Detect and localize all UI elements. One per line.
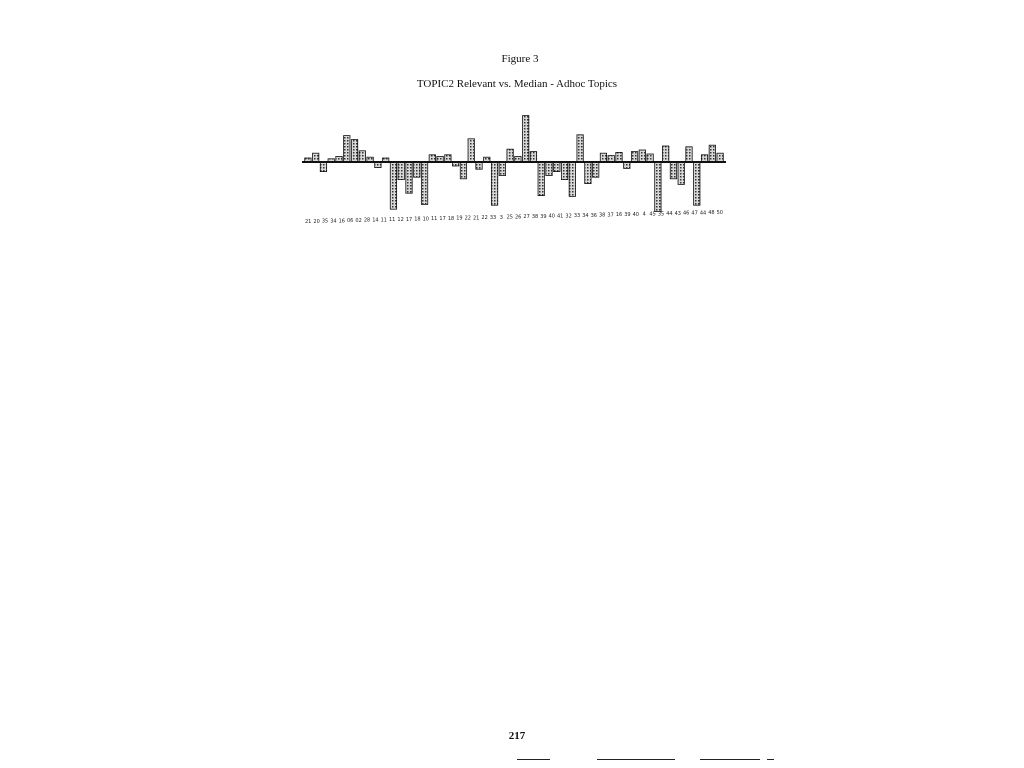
bar bbox=[569, 162, 575, 196]
bar bbox=[491, 162, 497, 205]
x-tick-label: 48 bbox=[708, 210, 715, 217]
bar bbox=[476, 162, 482, 169]
x-tick-label: 18 bbox=[414, 216, 421, 223]
x-tick-label: 17 bbox=[405, 216, 413, 223]
x-tick-label: 26 bbox=[515, 214, 522, 221]
bar bbox=[429, 155, 435, 162]
bar bbox=[647, 154, 653, 162]
bar bbox=[701, 155, 707, 162]
x-tick-label: 21 bbox=[473, 215, 480, 222]
bar bbox=[530, 152, 536, 162]
bar bbox=[312, 153, 318, 162]
bar bbox=[600, 153, 606, 162]
bar bbox=[421, 162, 427, 204]
footer-rule bbox=[700, 759, 760, 760]
bar bbox=[554, 162, 560, 172]
x-tick-label: 11 bbox=[431, 216, 438, 223]
bar bbox=[460, 162, 466, 179]
x-tick-label: 02 bbox=[355, 217, 362, 224]
x-tick-label: 50 bbox=[716, 210, 723, 216]
bar bbox=[406, 162, 412, 193]
bar-chart bbox=[290, 110, 740, 235]
bar bbox=[585, 162, 591, 184]
figure-label: Figure 3 bbox=[501, 53, 539, 65]
x-tick-label: 43 bbox=[674, 210, 681, 217]
x-tick-label: 38 bbox=[531, 214, 539, 221]
bar bbox=[655, 162, 661, 212]
x-tick-label: 33 bbox=[489, 214, 497, 221]
x-tick-label: 18 bbox=[447, 215, 455, 222]
bar bbox=[561, 162, 567, 180]
x-tick-label: 11 bbox=[389, 217, 396, 224]
x-tick-label: 25 bbox=[506, 214, 513, 221]
x-tick-label: 4 bbox=[642, 211, 646, 218]
x-tick-label: 16 bbox=[615, 212, 623, 219]
x-tick-label: 14 bbox=[372, 217, 379, 224]
bar bbox=[694, 162, 700, 205]
bar bbox=[522, 116, 528, 162]
x-tick-label: 45 bbox=[649, 211, 656, 218]
x-tick-label: 40 bbox=[548, 213, 555, 220]
x-tick-label: 37 bbox=[607, 212, 614, 219]
x-tick-label: 17 bbox=[439, 216, 446, 223]
x-tick-label: 35 bbox=[657, 211, 665, 218]
bar bbox=[538, 162, 544, 196]
x-tick-label: 39 bbox=[624, 212, 631, 219]
x-tick-label: 33 bbox=[573, 213, 581, 220]
x-tick-label: 40 bbox=[632, 211, 639, 218]
bar bbox=[616, 152, 622, 162]
x-tick-label: 21 bbox=[305, 219, 312, 225]
bar bbox=[344, 136, 350, 162]
x-tick-label: 28 bbox=[363, 217, 371, 224]
bar bbox=[351, 140, 357, 162]
x-tick-label: 16 bbox=[338, 218, 345, 225]
x-tick-label: 22 bbox=[464, 215, 471, 222]
bar bbox=[662, 146, 668, 162]
bar bbox=[717, 153, 723, 162]
x-tick-label: 12 bbox=[397, 216, 404, 223]
page-number: 217 bbox=[508, 730, 526, 742]
bar bbox=[507, 149, 513, 162]
x-tick-label: 32 bbox=[565, 213, 572, 220]
bar bbox=[577, 135, 583, 162]
bar bbox=[546, 162, 552, 176]
x-tick-label: 44 bbox=[699, 210, 707, 217]
x-tick-label: 22 bbox=[481, 215, 488, 222]
x-tick-label: 19 bbox=[456, 215, 463, 222]
x-tick-label: 44 bbox=[666, 211, 673, 218]
x-tick-label: 20 bbox=[313, 218, 320, 225]
bar bbox=[639, 150, 645, 162]
chart-title: TOPIC2 Relevant vs. Median - Adhoc Topics bbox=[416, 78, 618, 90]
bar bbox=[709, 145, 715, 162]
bar bbox=[686, 147, 692, 162]
x-tick-labels bbox=[305, 210, 723, 225]
bar bbox=[359, 151, 365, 162]
x-tick-label: 36 bbox=[590, 212, 597, 219]
x-tick-label: 46 bbox=[683, 210, 690, 217]
footer-rule bbox=[517, 759, 550, 760]
x-tick-label: 41 bbox=[557, 213, 564, 220]
x-tick-label: 27 bbox=[523, 214, 530, 221]
x-tick-label: 39 bbox=[540, 213, 547, 220]
bar bbox=[592, 162, 598, 177]
x-tick-label: 10 bbox=[422, 216, 429, 223]
bar bbox=[631, 152, 637, 162]
bar bbox=[678, 162, 684, 184]
bar bbox=[398, 162, 404, 180]
bar-series bbox=[305, 116, 724, 212]
footer-rule bbox=[597, 759, 675, 760]
x-tick-label: 06 bbox=[347, 218, 354, 225]
bar bbox=[390, 162, 396, 209]
bar bbox=[468, 139, 474, 162]
x-tick-label: 38 bbox=[599, 212, 606, 219]
footer-rule bbox=[767, 759, 774, 760]
x-tick-label: 11 bbox=[380, 217, 387, 224]
bar bbox=[670, 162, 676, 179]
x-tick-label: 3 bbox=[499, 214, 503, 221]
x-tick-label: 35 bbox=[321, 218, 329, 225]
x-tick-label: 34 bbox=[330, 218, 337, 225]
x-tick-label: 47 bbox=[691, 210, 698, 217]
bar bbox=[320, 162, 326, 172]
bar bbox=[414, 162, 420, 177]
bar bbox=[499, 162, 505, 176]
x-tick-label: 34 bbox=[582, 212, 589, 219]
bar bbox=[445, 155, 451, 162]
